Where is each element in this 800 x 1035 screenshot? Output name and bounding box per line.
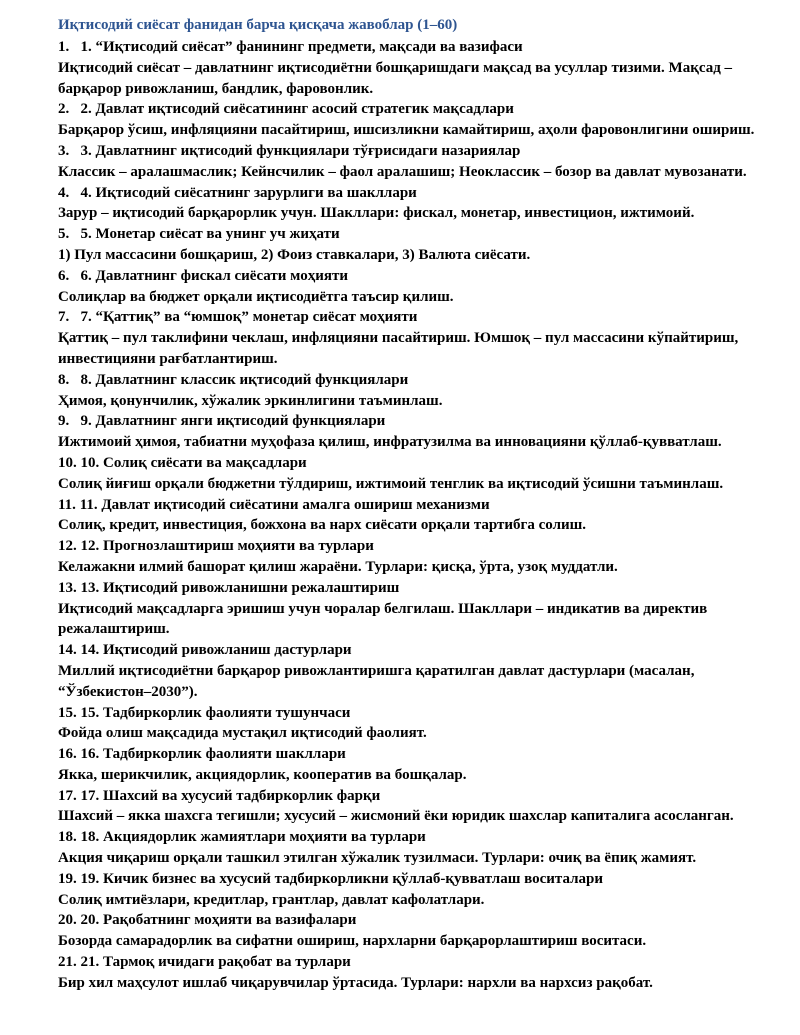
question-heading <box>58 786 788 807</box>
answer-text: Ҳимоя, қонунчилик, хўжалик эркинлигини таъминлаш. <box>58 392 443 409</box>
qa-item <box>58 307 788 369</box>
question-text: 11. Давлат иқтисодий сиёсатини амалга ошириш механизми <box>79 496 490 513</box>
qa-item <box>58 141 788 183</box>
answer-text: Фойда олиш мақсадида мустақил иқтисодий фаолият. <box>58 725 427 742</box>
qa-item <box>58 411 788 453</box>
question-text: 3. Давлатнинг иқтисодий функциялари тўғрисидаги назариялар <box>80 142 521 159</box>
item-number: 3. <box>58 142 70 159</box>
question-heading <box>58 37 788 58</box>
question-text: 10. Солиқ сиёсати ва мақсадлари <box>80 454 307 471</box>
qa-list <box>58 37 788 994</box>
question-text: 2. Давлат иқтисодий сиёсатининг асосий стратегик мақсадлари <box>80 101 514 118</box>
item-number: 16. <box>58 746 77 763</box>
item-number: 14. <box>58 642 77 659</box>
answer-text: Миллий иқтисодиётни барқарор ривожлантиришга қаратилган давлат дастурлари (масалан, “Ўзбекистон–2030”). <box>58 662 695 700</box>
question-heading <box>58 224 788 245</box>
answer-text: Қаттиқ – пул таклифини чеклаш, инфляцияни пасайтириш. Юмшоқ – пул массасини кўпайтириш, инвестицияни рағбатлантириш. <box>58 330 739 367</box>
question-text: 1. “Иқтисодий сиёсат” фанининг предмети, мақсади ва вазифаси <box>80 39 523 55</box>
question-text: 7. “Қаттиқ” ва “юмшоқ” монетар сиёсат моҳияти <box>80 309 418 326</box>
qa-item <box>58 744 788 786</box>
qa-item <box>58 640 788 702</box>
qa-item <box>58 869 788 911</box>
question-heading <box>58 640 788 661</box>
question-heading <box>58 827 788 848</box>
question-heading <box>58 869 788 890</box>
question-text: 16. Тадбиркорлик фаолияти шакллари <box>80 746 346 763</box>
document-page <box>58 15 788 994</box>
question-text: 12. Прогнозлаштириш моҳияти ва турлари <box>80 538 374 555</box>
question-text: 13. Иқтисодий ривожланишни режалаштириш <box>80 579 400 596</box>
qa-item <box>58 224 788 266</box>
question-heading <box>58 703 788 724</box>
question-heading <box>58 952 788 973</box>
answer-text: Солиқ, кредит, инвестиция, божхона ва нарх сиёсати орқали тартибга солиш. <box>58 517 587 534</box>
question-heading <box>58 453 788 474</box>
question-heading <box>58 495 788 516</box>
qa-item <box>58 453 788 495</box>
qa-item <box>58 266 788 308</box>
question-heading <box>58 910 788 931</box>
question-heading <box>58 99 788 120</box>
item-number: 19. <box>58 870 77 887</box>
item-number: 12. <box>58 538 77 555</box>
question-text: 14. Иқтисодий ривожланиш дастурлари <box>80 642 352 659</box>
question-heading <box>58 744 788 765</box>
qa-item <box>58 786 788 828</box>
qa-item <box>58 827 788 869</box>
question-text: 18. Акциядорлик жамиятлари моҳияти ва турлари <box>80 829 426 846</box>
question-text: 19. Кичик бизнес ва хусусий тадбиркорликни қўллаб-қувватлаш воситалари <box>80 870 603 887</box>
question-text: 4. Иқтисодий сиёсатнинг зарурлиги ва шакллари <box>80 184 417 201</box>
answer-text: Солиқ йиғиш орқали бюджетни тўлдириш, ижтимоий тенглик ва иқтисодий ўсишни таъминлаш. <box>58 475 724 492</box>
question-text: 15. Тадбиркорлик фаолияти тушунчаси <box>80 704 351 721</box>
answer-text: Акция чиқариш орқали ташкил этилган хўжалик тузилмаси. Турлари: очиқ ва ёпиқ жамият. <box>58 850 697 867</box>
answer-text: Солиқлар ва бюджет орқали иқтисодиётга таъсир қилиш. <box>58 288 454 305</box>
qa-item <box>58 37 788 99</box>
question-heading <box>58 141 788 162</box>
answer-text: Шахсий – якка шахсга тегишли; хусусий – жисмоний ёки юридик шахслар капиталига асосланган. <box>58 808 734 825</box>
item-number: 7. <box>58 309 70 326</box>
answer-text: Иқтисодий мақсадларга эришиш учун чоралар белгилаш. Шакллари – индикатив ва директив режалаштириш. <box>58 600 708 638</box>
item-number: 17. <box>58 787 77 804</box>
item-number: 4. <box>58 184 70 201</box>
question-heading <box>58 578 788 599</box>
answer-text: Барқарор ўсиш, инфляцияни пасайтириш, ишсизликни камайтириш, аҳоли фаровонлигини ошириш. <box>58 122 755 139</box>
qa-item <box>58 578 788 640</box>
item-number: 11. <box>58 496 76 513</box>
question-text: 6. Давлатнинг фискал сиёсати моҳияти <box>80 267 348 284</box>
qa-item <box>58 99 788 141</box>
question-heading <box>58 411 788 432</box>
answer-text: Зарур – иқтисодий барқарорлик учун. Шакллари: фискал, монетар, инвестицион, ижтимоий. <box>58 205 695 222</box>
question-heading <box>58 307 788 328</box>
document-title: Иқтисодий сиёсат фанидан барча қисқача жавоблар (1–60) <box>58 17 458 33</box>
item-number: 5. <box>58 226 70 243</box>
question-text: 21. Тармоқ ичидаги рақобат ва турлари <box>80 954 351 971</box>
answer-text: Классик – аралашмаслик; Кейнсчилик – фаол аралашиш; Неоклассик – бозор ва давлат мувозанати. <box>58 163 747 180</box>
answer-text: 1) Пул массасини бошқариш, 2) Фоиз ставкалари, 3) Валюта сиёсати. <box>58 246 531 263</box>
answer-text: Якка, шерикчилик, акциядорлик, кооператив ва бошқалар. <box>58 766 467 783</box>
qa-item <box>58 370 788 412</box>
item-number: 9. <box>58 413 70 430</box>
question-text: 9. Давлатнинг янги иқтисодий функциялари <box>80 413 386 430</box>
question-heading <box>58 536 788 557</box>
qa-item <box>58 952 788 994</box>
question-text: 8. Давлатнинг классик иқтисодий функциялари <box>80 371 409 388</box>
item-number: 15. <box>58 704 77 721</box>
item-number: 21. <box>58 954 77 971</box>
question-text: 20. Рақобатнинг моҳияти ва вазифалари <box>80 912 357 929</box>
qa-item <box>58 703 788 745</box>
question-heading <box>58 266 788 287</box>
item-number: 6. <box>58 267 70 284</box>
question-heading <box>58 183 788 204</box>
question-text: 5. Монетар сиёсат ва унинг уч жиҳати <box>80 226 340 243</box>
item-number: 13. <box>58 579 77 596</box>
item-number: 20. <box>58 912 77 929</box>
item-number: 1. <box>58 39 70 55</box>
item-number: 10. <box>58 454 77 471</box>
qa-item <box>58 536 788 578</box>
answer-text: Иқтисодий сиёсат – давлатнинг иқтисодиётни бошқаришдаги мақсад ва усуллар тизими. Мақсад – барқарор ривожланиш, бандлик, фаровонлик. <box>58 59 733 97</box>
item-number: 18. <box>58 829 77 846</box>
answer-text: Бозорда самарадорлик ва сифатни ошириш, нархларни барқарорлаштириш воситаси. <box>58 933 647 950</box>
question-heading <box>58 370 788 391</box>
qa-item <box>58 910 788 952</box>
item-number: 8. <box>58 371 70 388</box>
item-number: 2. <box>58 101 70 118</box>
qa-item <box>58 183 788 225</box>
question-text: 17. Шахсий ва хусусий тадбиркорлик фарқи <box>80 787 381 804</box>
answer-text: Бир хил маҳсулот ишлаб чиқарувчилар ўртасида. Турлари: нархли ва нархсиз рақобат. <box>58 974 653 991</box>
answer-text: Келажакни илмий башорат қилиш жараёни. Турлари: қисқа, ўрта, узоқ муддатли. <box>58 558 618 575</box>
answer-text: Ижтимоий ҳимоя, табиатни муҳофаза қилиш, инфратузилма ва инновацияни қўллаб-қувватлаш. <box>58 434 722 451</box>
answer-text: Солиқ имтиёзлари, кредитлар, грантлар, давлат кафолатлари. <box>58 891 485 908</box>
qa-item <box>58 495 788 537</box>
